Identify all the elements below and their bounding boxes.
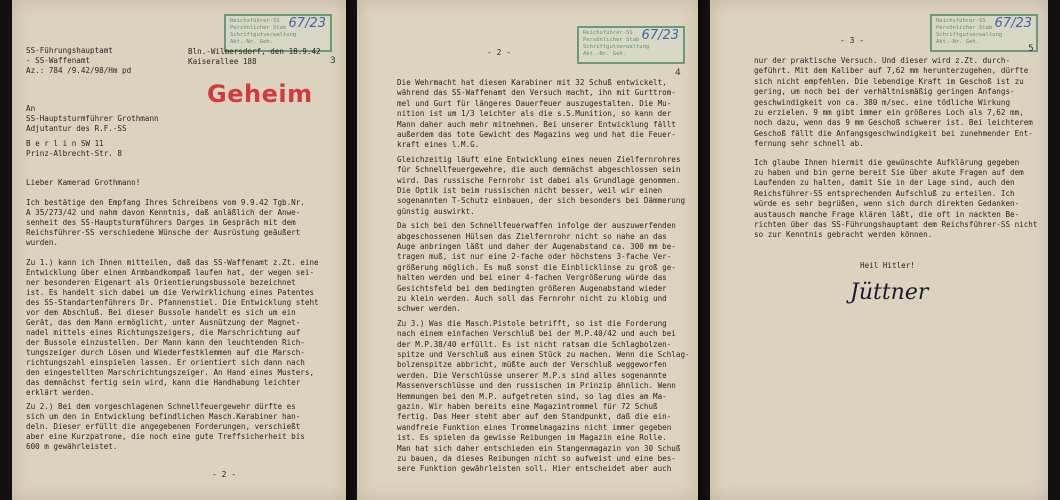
text-line: Ich bestätige den Empfang Ihres Schreibens vom 9.9.42 Tgb.Nr. xyxy=(26,198,305,207)
binder-gap xyxy=(346,0,356,500)
text-line: nition ist um 1/3 leichter als die s.S.Munition, so kann der xyxy=(397,109,672,119)
text-line: A 35/273/42 und nahm davon Kenntnis, daß anläßlich der Anwe- xyxy=(26,208,301,217)
text-line: sogenannten T-Schutz einbauen, der sich besonders bei Dämmerung xyxy=(397,196,686,206)
page-number: 3 xyxy=(330,56,336,66)
text-line: außerdem das tote Gewicht des Magazins weg und hat die Feuer- xyxy=(397,130,676,139)
page-number: 4 xyxy=(675,68,681,78)
text-line: SS-Führungshauptamt xyxy=(26,46,113,55)
page-header: - 2 - xyxy=(487,48,512,57)
text-line: erklärt werden. xyxy=(26,388,95,397)
page-number: 5 xyxy=(1028,44,1034,54)
text-line: aber eine Kurzpatrone, die noch eine gute Treffsicherheit bis xyxy=(26,432,305,441)
text-line: günstig auswirkt. xyxy=(397,206,475,216)
text-line: wurden. xyxy=(26,238,59,247)
text-line: während das SS-Waffenamt den Versuch macht, ihn mit Gurttrom- xyxy=(397,88,676,98)
text-line: werden. Die Verschlüsse unserer M.P.s sind alles sogenannte xyxy=(397,370,667,380)
text-line: der M.P.38/40 erfüllt. Es ist nicht ratsam die Schlagbolzen- xyxy=(397,339,672,349)
text-line: zu erzielen. 9 mm gibt immer ein größeres Loch als 7,62 mm, xyxy=(754,108,1024,117)
text-line: abgeschossenen Hülsen das Zielfernrohr nicht so nahe an das xyxy=(397,231,667,241)
text-line: halten werden und bei einer 4-fachen Vergrößerung würde das xyxy=(397,273,667,283)
archive-stamp xyxy=(930,14,1038,52)
text-line: Adjutantur des R.F.-SS xyxy=(26,124,127,133)
stamp-number: 67/23 xyxy=(288,16,326,31)
text-line: tragen muß, ist nur eine 2-fache oder höchstens 3-fache Ver- xyxy=(397,252,672,262)
text-line: Zu 1.) kann ich Ihnen mitteilen, daß das SS-Waffenamt z.Zt. eine xyxy=(26,258,319,267)
binder-gap xyxy=(698,0,708,500)
text-line: richtungszahl einspielen lassen. Er orientiert sich dann nach xyxy=(26,358,305,367)
text-line: Heil Hitler! xyxy=(860,260,915,270)
secret-stamp: Geheim xyxy=(207,80,313,108)
document-page-2 xyxy=(357,0,698,500)
stamp-text: Reichsführer-SS Persönlicher Stab Schriftgutverwaltung Akt.-Nr. Geh. xyxy=(583,30,650,57)
text-line: noch dazu, wenn das 9 mm Geschoß schwerer ist. Bei leichterem xyxy=(754,118,1033,128)
text-line: Da sich bei den Schnellfeuerwaffen infolge der auszuwerfenden xyxy=(397,221,676,231)
stamp-number: 67/23 xyxy=(994,16,1032,31)
text-line: spitze und Verschluß aus einem Stück zu machen. Wenn die Schlag- xyxy=(397,350,690,359)
text-line: Gerät, das dem Mann ermöglicht, unter Ausnützung der Magnet- xyxy=(26,318,301,327)
text-line: deln. Dieser erfüllt die angegebenen Forderungen, verschießt xyxy=(26,422,301,431)
page-footer: - 2 - xyxy=(212,470,237,479)
text-line: ist. Es handelt sich dabei um die Verwirklichung eines Patentes xyxy=(26,288,315,297)
document-page-1 xyxy=(12,0,346,500)
text-line: zu haben und bin gerne bereit Sie über akute Fragen auf dem xyxy=(754,168,1024,177)
text-line: wandfreie Funktion eines Trommelmagazins nicht immer gegeben xyxy=(397,422,672,432)
text-line: 600 m gewährleistet. xyxy=(26,442,118,451)
text-line: senheit des SS-Hauptsturmführers Darges im Gespräch mit dem xyxy=(26,218,296,227)
text-line: gazin. Wir haben bereits eine Magazintrommel für 72 Schuß xyxy=(397,402,658,411)
address: Kaiserallee 188 xyxy=(188,57,257,66)
text-line: das demnächst fertig sein wird, kann die Handhabung leichter xyxy=(26,378,301,387)
text-line: - SS-Waffenamt xyxy=(26,56,91,65)
place-date: Bln.-Wilmersdorf, den 18.9.42 xyxy=(188,47,321,56)
text-line: Man hat sich daher entschieden ein Stangenmagazin von 30 Schuß xyxy=(397,443,681,453)
text-line: austausch manche Frage klären läßt, die oft in nackten Be- xyxy=(754,209,1020,219)
signature: Jüttner xyxy=(850,280,929,305)
text-line: An xyxy=(26,104,36,113)
text-line: Prinz-Albrecht-Str. 8 xyxy=(26,149,123,158)
text-line: vor dem Abschluß. Bei dieser Bussole handelt es sich um ein xyxy=(26,308,296,317)
text-line: ist. Es spielen da gewisse Reibungen im Magazin eine Rolle. xyxy=(397,433,667,443)
text-line: Zu 2.) Bei dem vorgeschlagenen Schnellfeuergewehr dürfte es xyxy=(26,402,296,411)
stamp-text: Reichsführer-SS Persönlicher Stab Schriftgutverwaltung Akt.-Nr. Geh. xyxy=(230,18,297,45)
text-line: Hemmungen bei den M.P. aufgetreten sind, so lag dies am Ma- xyxy=(397,391,667,401)
text-line: sich um den in Entwicklung befindlichen Masch.Karabiner han- xyxy=(26,412,301,421)
text-line: größerung möglich. Es muß sonst die Einblicklinse zu groß ge- xyxy=(397,262,676,272)
stamp-number: 67/23 xyxy=(641,28,679,43)
text-line: sere Funktion gewährleisten soll. Hier entscheidet aber auch xyxy=(397,464,672,474)
text-line: Geschoß fällt die Anfangsgeschwindigkeit bei zunehmender Ent- xyxy=(754,128,1033,138)
text-line: SS-Hauptsturmführer Grothmann xyxy=(26,114,159,123)
text-line: nach einem einfachen Verschluß bei der M.P.40/42 und auch bei xyxy=(397,329,676,339)
text-line: geschwindigkeit von ca. 380 m/sec. eine tödliche Wirkung xyxy=(754,97,1011,107)
text-line: ner besonderen Eigenart als Orientierungsbussole bezeichnet xyxy=(26,278,296,287)
text-line: B e r l i n SW 11 xyxy=(26,139,104,148)
text-line: Gleichzeitig läuft eine Entwicklung eines neuen Zielfernrohres xyxy=(397,154,681,164)
text-line: Entwicklung über einen Armbandkompaß laufen hat, der wegen sei- xyxy=(26,268,315,277)
text-line: fernung sehr schnell ab. xyxy=(754,139,864,149)
text-line: gering, um noch bei der verhältnismäßig geringen Anfangs- xyxy=(754,87,1015,97)
text-line: Zu 3.) Was die Masch.Pistole betrifft, so ist die Forderung xyxy=(397,318,667,328)
text-line: der Bussole einzustellen. Der Mann kann den leuchtenden Rich- xyxy=(26,338,305,347)
text-line: bolzenspitze abbricht, müßte auch der Verschluß weggeworfen xyxy=(397,360,667,370)
text-line: fertig. Das Heer steht aber auf dem Standpunkt, daß die ein- xyxy=(397,412,672,422)
text-line: Ich glaube Ihnen hiermit die gewünschte Aufklärung gegeben xyxy=(754,157,1020,167)
text-line: richten über das SS-Führungshauptamt dem Reichsführer-SS nicht xyxy=(754,220,1038,229)
text-line: kraft eines l.M.G. xyxy=(397,140,480,150)
text-line: Reichsführer-SS entsprechenden Aufschluß zu erteilen. Ich xyxy=(754,188,1015,198)
text-line: Die Wehrmacht hat diesen Karabiner mit 32 Schuß entwickelt, xyxy=(397,78,667,87)
text-line: Reichsführer-SS verschiedene Wünsche der Ausrüstung geäußert xyxy=(26,228,301,237)
text-line: sich nicht empfehlen. Die lebendige Kraft im Geschoß ist zu xyxy=(754,76,1024,86)
text-line: Laufenden zu halten, damit Sie in der Lage sind, auch den xyxy=(754,178,1015,188)
page-header: - 3 - xyxy=(840,36,865,45)
text-line: wird. Das russische Fernrohr ist dabei als Grundlage genommen. xyxy=(397,175,681,185)
text-line: zu klein werden. Auch soll das Fernrohr nicht zu klobig und xyxy=(397,294,667,303)
stamp-text: Reichsführer-SS Persönlicher Stab Schriftgutverwaltung Akt.-Nr. Geh. xyxy=(936,18,1003,45)
text-line: geführt. Mit dem Kaliber auf 7,62 mm herunterzugehen, dürfte xyxy=(754,66,1029,76)
text-line: nur der praktische Versuch. Und dieser wird z.Zt. durch- xyxy=(754,56,1011,65)
text-line: Lieber Kamerad Grothmann! xyxy=(26,178,141,187)
text-line: zu bauen, da dieses Reibungen nicht so aufweist und eine bes- xyxy=(397,454,676,463)
text-line: Mann daher auch mehr mitnehmen. Bei unserer Entwicklung fällt xyxy=(397,119,676,129)
text-line: tungszeiger durch Lösen und Wiederfestklemmen auf die Marsch- xyxy=(26,348,305,357)
text-line: schwer werden. xyxy=(397,304,462,314)
text-line: nadel mittels eines Richtungszeigers, die Marschrichtung auf xyxy=(26,328,301,337)
text-line: Gesichtsfeld bei dem bedingten größeren Augenabstand wieder xyxy=(397,283,667,293)
text-line: so zur Kenntnis gebracht werden können. xyxy=(754,230,933,240)
text-line: für Schnellfeuergewehre, die auch demnächst abgeschlossen sein xyxy=(397,165,681,175)
text-line: Massenverschlüsse und den russischen im Prinzip ähnlich. Wenn xyxy=(397,381,676,391)
text-line: Auge anbringen läßt und daher der Augenabstand ca. 300 mm be- xyxy=(397,242,676,251)
text-line: würde es sehr begrüßen, wenn sich durch direkten Gedanken- xyxy=(754,199,1020,209)
text-line: des SS-Standartenführers Dr. Pfannenstiel. Die Entwicklung steht xyxy=(26,298,319,307)
text-line: Die Optik ist beim russischen nicht besser, weil wir einen xyxy=(397,186,663,195)
text-line: Az.: 784 /9.42/98/Hm pd xyxy=(26,66,132,75)
text-line: mel und Gurt für längeres Dauerfeuer auszugestalten. Die Mu- xyxy=(397,98,672,108)
text-line: den eingestellten Marschrichtungszeiger. An Hand eines Musters, xyxy=(26,368,315,377)
archive-stamp xyxy=(577,26,685,64)
document-page-3 xyxy=(710,0,1048,500)
